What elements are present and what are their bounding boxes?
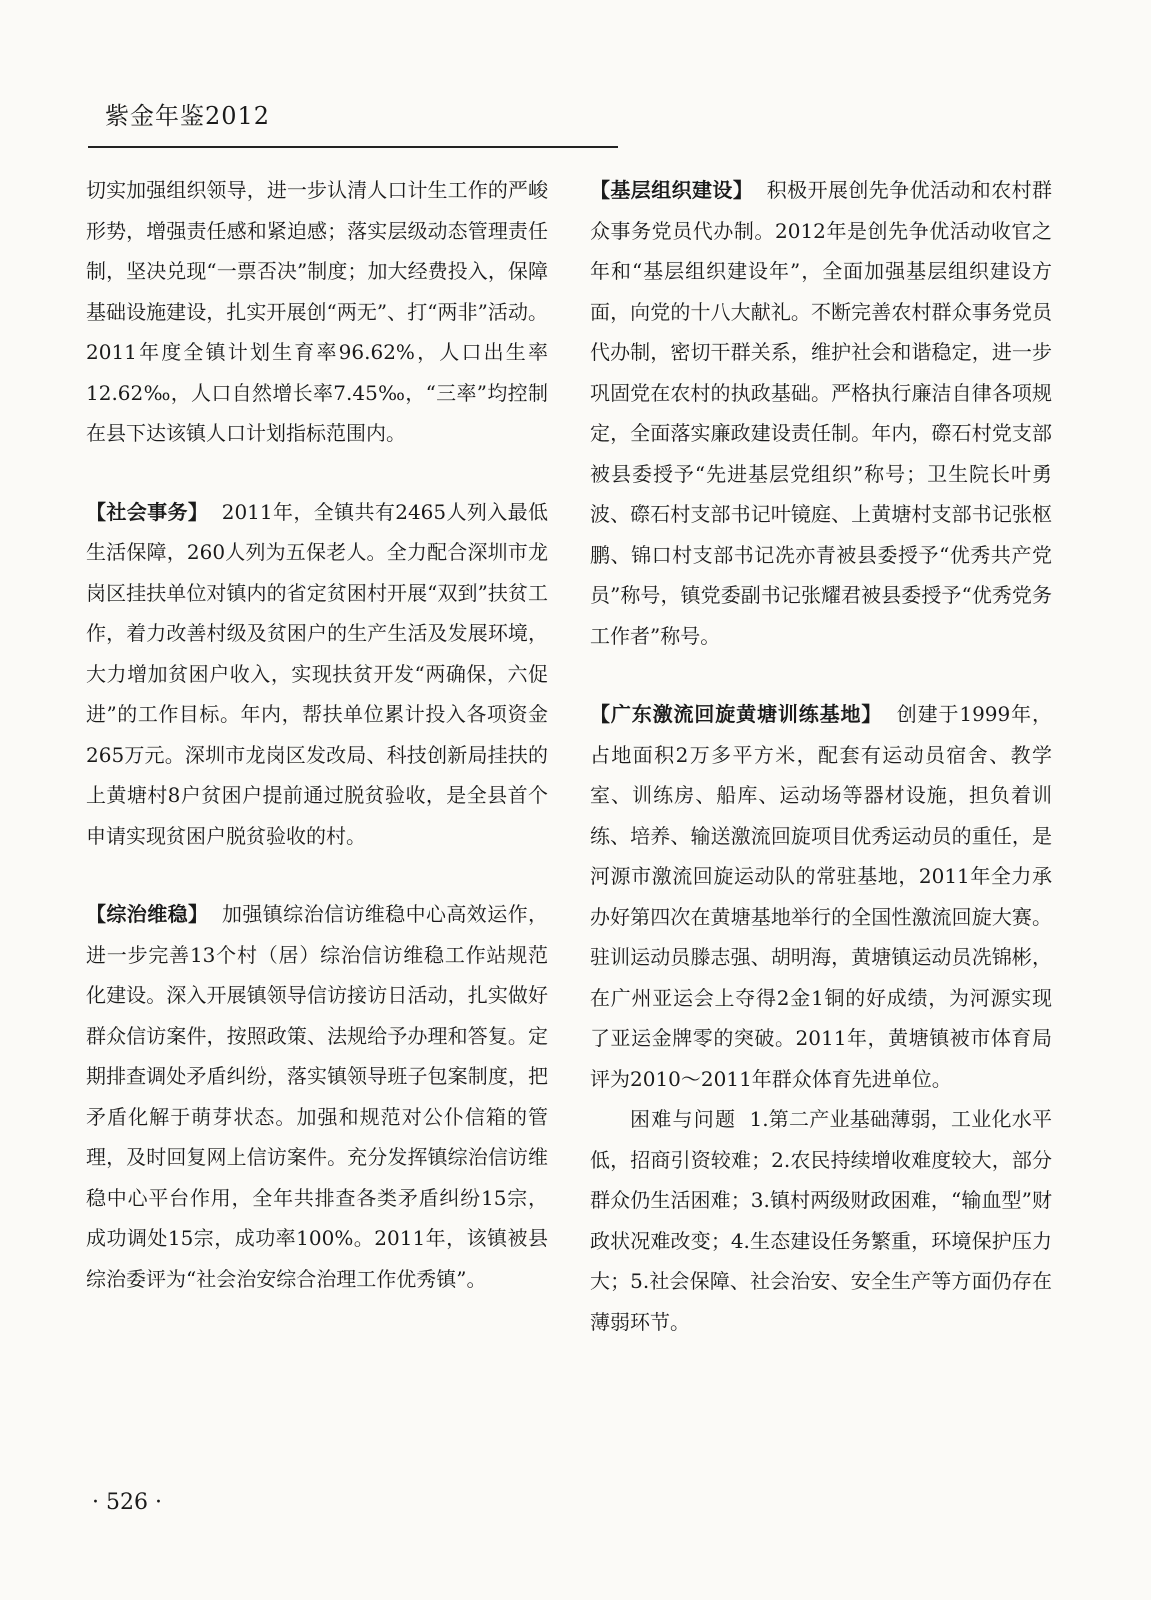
paragraph-text: 创建于1999年，占地面积2万多平方米，配套有运动员宿舍、教学室、训练房、船库、运动场等器材设施，担负着训练、培养、输送激流回旋项目优秀运动员的重任，是河源市激流回旋运动队的常驻基地，2011年全力承办好第四次在黄塘基地举行的全国性激流回旋大赛。驻训运动员滕志强、胡明海，黄塘镇运动员冼锦彬，在广州亚运会上夺得2金1铜的好成绩，为河源实现了亚运金牌零的突破。2011年，黄塘镇被市体育局评为2010～2011年群众体育先进单位。	[590, 702, 1052, 1091]
paragraph-grassroots-organization	[590, 170, 1052, 656]
paragraph-training-base	[590, 694, 1052, 1099]
section-heading-stability: 【综治维稳】	[86, 902, 209, 926]
right-column	[590, 170, 1052, 1342]
section-heading-grassroots: 【基层组织建设】	[590, 178, 754, 202]
paragraph-family-planning	[86, 170, 548, 454]
paragraph-text: 1.第二产业基础薄弱，工业化水平低，招商引资较难；2.农民持续增收难度较大，部分群众仍生活困难；3.镇村两级财政困难，“输血型”财政状况难改变；4.生态建设任务繁重，环境保护压力大；5.社会保障、社会治安、安全生产等方面仍存在薄弱环节。	[590, 1107, 1053, 1334]
left-column	[86, 170, 548, 1299]
running-header-title: 紫金年鉴2012	[105, 102, 271, 130]
paragraph-text: 积极开展创先争优活动和农村群众事务党员代办制。2012年是创先争优活动收官之年和“基层组织建设年”，全面加强基层组织建设方面，向党的十八大献礼。不断完善农村群众事务党员代办制，密切干群关系，维护社会和谐稳定，进一步巩固党在农村的执政基础。严格执行廉洁自律各项规定，全面落实廉政建设责任制。年内，磜石村党支部被县委授予“先进基层党组织”称号；卫生院长叶勇波、磜石村支部书记叶镜庭、上黄塘村支部书记张枢鹏、锦口村支部书记冼亦青被县委授予“优秀共产党员”称号，镇党委副书记张耀君被县委授予“优秀党务工作者”称号。	[590, 178, 1053, 648]
paragraph-text: 2011年，全镇共有2465人列入最低生活保障，260人列为五保老人。全力配合深圳市龙岗区挂扶单位对镇内的省定贫困村开展“双到”扶贫工作，着力改善村级及贫困户的生产生活及发展环境，大力增加贫困户收入，实现扶贫开发“两确保，六促进”的工作目标。年内，帮扶单位累计投入各项资金265万元。深圳市龙岗区发改局、科技创新局挂扶的上黄塘村8户贫困户提前通过脱贫验收，是全县首个申请实现贫困户脱贫验收的村。	[86, 499, 549, 848]
header-rule	[88, 146, 618, 148]
section-heading-difficulties: 困难与问题	[630, 1107, 737, 1131]
paragraph-text: 加强镇综治信访维稳中心高效运作，进一步完善13个村（居）综治信访维稳工作站规范化建设。深入开展镇领导信访接访日活动，扎实做好群众信访案件，按照政策、法规给予办理和答复。定期排查调处矛盾纠纷，落实镇领导班子包案制度，把矛盾化解于萌芽状态。加强和规范对公仆信箱的管理，及时回复网上信访案件。充分发挥镇综治信访维稳中心平台作用，全年共排查各类矛盾纠纷15宗，成功调处15宗，成功率100%。2011年，该镇被县综治委评为“社会治安综合治理工作优秀镇”。	[86, 902, 549, 1291]
section-heading-training-base: 【广东激流回旋黄塘训练基地】	[590, 702, 883, 726]
paragraph-text: 切实加强组织领导，进一步认清人口计生工作的严峻形势，增强责任感和紧迫感；落实层级动态管理责任制，坚决兑现“一票否决”制度；加大经费投入，保障基础设施建设，扎实开展创“两无”、打“两非”活动。2011年度全镇计划生育率96.62%，人口出生率12.62‰，人口自然增长率7.45‰，“三率”均控制在县下达该镇人口计划指标范围内。	[86, 178, 548, 445]
section-heading-social-affairs: 【社会事务】	[86, 499, 209, 524]
paragraph-stability	[86, 894, 548, 1299]
paragraph-social-affairs	[86, 492, 548, 857]
page-number: · 526 ·	[92, 1490, 162, 1515]
paragraph-difficulties	[590, 1099, 1052, 1342]
